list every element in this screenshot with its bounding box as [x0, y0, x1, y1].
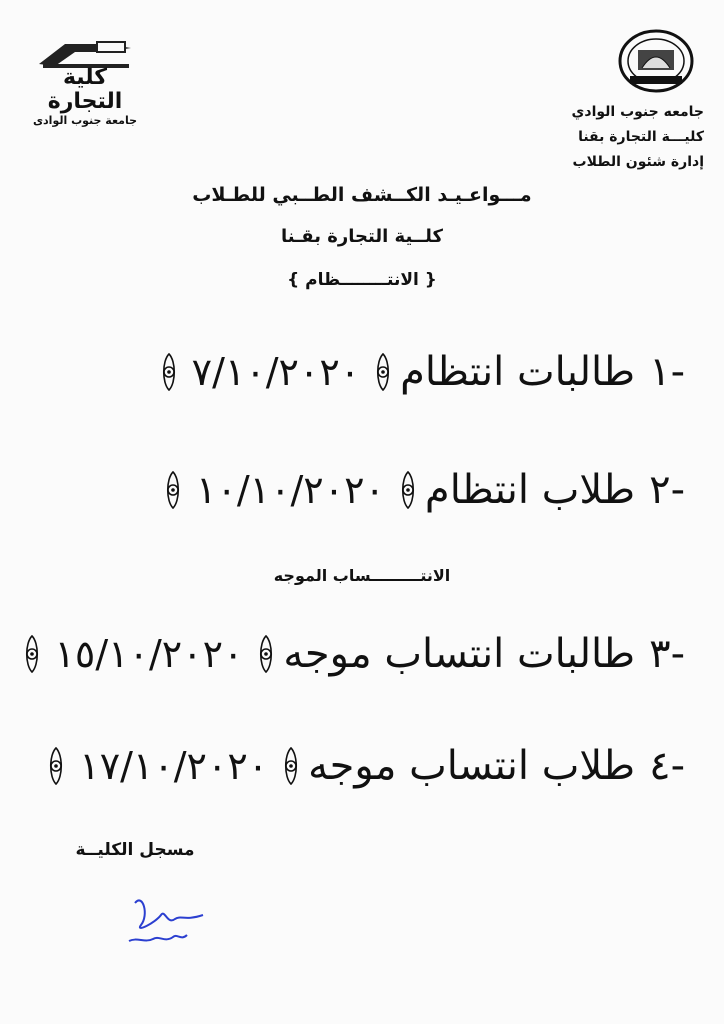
department-name: إدارة شئون الطلاب: [572, 154, 704, 170]
schedule-row: [95, 458, 685, 522]
row-number: ٤-: [649, 743, 685, 789]
row-label: طلاب انتظام: [424, 467, 636, 513]
row-label: طالبات انتساب موجه: [283, 631, 636, 677]
schedule-row: [95, 340, 685, 404]
row-number: ٢-: [649, 467, 685, 513]
schedule-row: [20, 622, 685, 686]
row-date: ٧/١٠/٢٠٢٠: [191, 350, 361, 394]
flower-ornament-icon: [45, 747, 67, 785]
row-number: ١-: [649, 349, 685, 395]
row-date: ١٠/١٠/٢٠٢٠: [196, 468, 385, 512]
row-date: ١٥/١٠/٢٠٢٠: [54, 632, 244, 676]
faculty-logo: [30, 38, 140, 128]
row-label: طالبات انتظام: [400, 349, 636, 395]
faculty-logo-subtitle: جامعة جنوب الوادى: [32, 114, 138, 127]
signature-icon: [115, 885, 210, 955]
document-title: مـــواعـيـد الكــشف الطــبي للطـلاب: [192, 184, 532, 206]
row-label: طلاب انتساب موجه: [308, 743, 636, 789]
section-heading-regular: { الانتــــــــظام }: [287, 270, 437, 290]
document-subtitle: كلــية التجارة بقـنا: [281, 226, 443, 247]
university-seal-icon: [616, 28, 696, 94]
flower-ornament-icon: [162, 471, 184, 509]
section-heading-affiliation: الانتـــــــــساب الموجه: [273, 566, 451, 585]
university-header: [544, 28, 704, 175]
faculty-name: كليـــة التجارة بقنا: [578, 129, 704, 145]
flower-ornament-icon: [280, 747, 302, 785]
registrar-label: مسجل الكليــة: [75, 840, 195, 860]
flower-ornament-icon: [372, 353, 394, 391]
university-name: جامعه جنوب الوادي: [571, 104, 704, 120]
row-number: ٣-: [649, 631, 685, 677]
flower-ornament-icon: [397, 471, 419, 509]
schedule-row: [20, 734, 685, 798]
faculty-logo-title: كلية التجارة: [47, 65, 123, 114]
row-date: ١٧/١٠/٢٠٢٠: [79, 744, 269, 788]
flower-ornament-icon: [158, 353, 180, 391]
flower-ornament-icon: [255, 635, 277, 673]
flower-ornament-icon: [21, 635, 43, 673]
